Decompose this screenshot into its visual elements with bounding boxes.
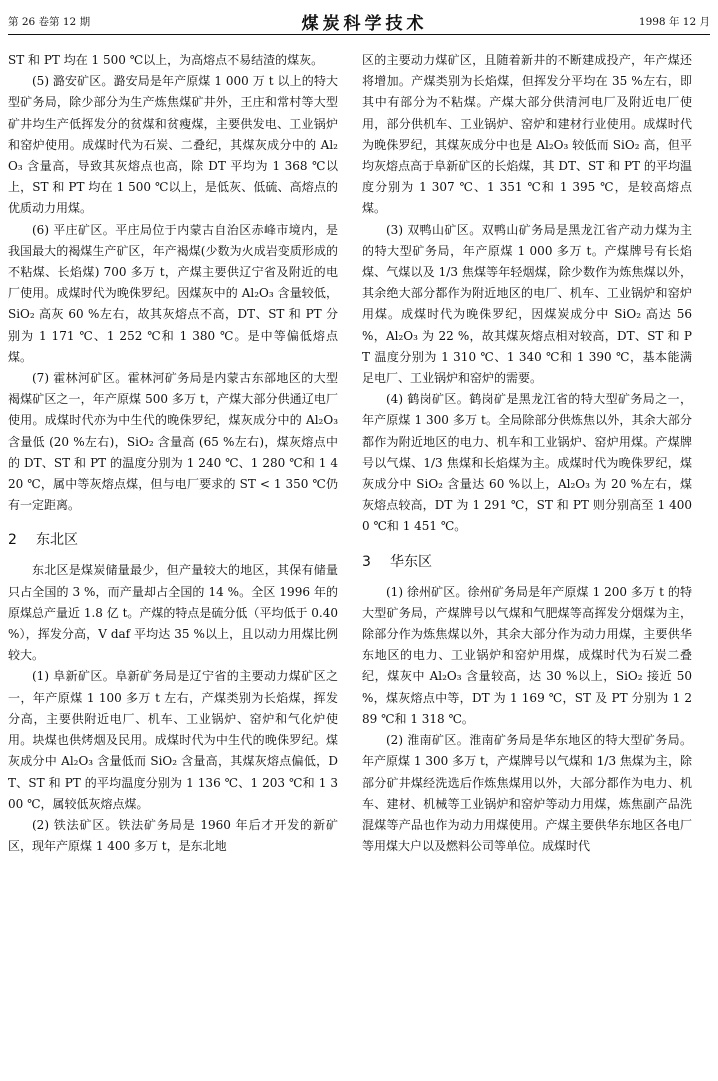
paragraph: (2) 铁法矿区。铁法矿务局是 1960 年后才开发的新矿区，现年产原煤 1 400 多万 t，是东北地 xyxy=(8,817,338,854)
section-title: 东北区 xyxy=(36,532,78,549)
header-date: 1998 年 12 月 xyxy=(638,15,710,28)
header-journal-title: 煤炭科学技术 xyxy=(301,13,428,34)
left-column xyxy=(8,50,338,857)
paragraph: 区的主要动力煤矿区，且随着新井的不断建成投产，年产煤还将增加。产煤类别为长焰煤，但挥发分平均在 35 %左右，即其中有部分为不粘煤。产煤大部分供清河电厂及附近电厂使用，部分供机车、工业锅炉、窑炉和建材行业使用。成煤时代为晚侏罗纪，其煤灰成分中也是 Al₂O₃ 较低而 SiO₂ 高，但平均灰熔点高于阜新矿区的长焰煤，其 DT、ST 和 PT 的平均温度分别为 1 307 ℃、1 351 ℃和 1 395 ℃，是较高熔点煤。 xyxy=(362,53,692,216)
paragraph: (5) 潞安矿区。潞安局是年产原煤 1 000 万 t 以上的特大型矿务局，除少部分为生产炼焦煤矿井外，王庄和常村等大型矿井均生产低挥发分的贫煤和贫瘦煤，主要供发电、工业锅炉和窑炉使用。成煤时代为石炭、二叠纪，其煤灰成分中的 Al₂O₃ 含量高，导致其灰熔点也高，除 DT 平均为 1 368 ℃以上，ST 和 PT 均在 1 500 ℃以上，是低灰、低硫、高熔点的优质动力用煤。 xyxy=(8,74,338,216)
section-heading-northeast xyxy=(8,530,338,550)
right-column xyxy=(362,50,692,857)
header-volume-issue: 第 26 卷第 12 期 xyxy=(8,15,91,28)
running-header xyxy=(8,8,710,35)
section-heading-east-china xyxy=(362,552,692,572)
section-number: 2 xyxy=(8,532,17,549)
paragraph: (1) 徐州矿区。徐州矿务局是年产原煤 1 200 多万 t 的特大型矿务局，产煤牌号以气煤和气肥煤等高挥发分烟煤为主，除部分作为炼焦煤以外，其余大部分作为动力用煤，主要供华东地区的电力、工业锅炉和窑炉用煤，成煤时代为石炭二叠纪，煤灰中 Al₂O₃ 含量较高，达 30 %以上，SiO₂ 接近 50 %，煤灰熔点中等，DT 为 1 169 ℃，ST 及 PT 分别为 1 289 ℃和 1 318 ℃。 xyxy=(362,584,692,726)
paragraph: ST 和 PT 均在 1 500 ℃以上，为高熔点不易结渣的煤灰。 xyxy=(8,53,324,67)
section-number: 3 xyxy=(362,553,371,570)
paragraph: 东北区是煤炭储量最少，但产量较大的地区，其保有储量只占全国的 3 %，而产量却占全国的 14 %。全区 1996 年的原煤总产量近 1.8 亿 t。产煤的特点是硫分低（平均低于 0.40 %），挥发分高，V daf 平均达 35 %以上，且以动力用煤比例较大。 xyxy=(8,563,338,663)
section-title: 华东区 xyxy=(390,553,432,570)
paragraph: (6) 平庄矿区。平庄局位于内蒙古自治区赤峰市境内，是我国最大的褐煤生产矿区，年产褐煤(少数为火成岩变质形成的不粘煤、长焰煤) 700 多万 t，产煤主要供辽宁省及附近的电厂使用。成煤时代为晚侏罗纪。因煤灰中的 Al₂O₃ 含量较低，SiO₂ 高灰 60 %左右，故其灰熔点不高，DT、ST 和 PT 分别为 1 171 ℃、1 252 ℃和 1 380 ℃。是中等偏低熔点煤。 xyxy=(8,222,338,364)
paragraph: (2) 淮南矿区。淮南矿务局是华东地区的特大型矿务局。年产原煤 1 300 多万 t，产煤牌号以气煤和 1/3 焦煤为主，除部分矿井煤经洗选后作炼焦煤用以外，大部分都作为电力、机车、建材、机械等工业锅炉和窑炉等动力用煤，炼焦副产品洗混煤等产品也作为动力用煤使用。产煤主要供华东地区各电厂等用煤大户以及燃料公司等单位。成煤时代 xyxy=(362,733,692,854)
paragraph: (1) 阜新矿区。阜新矿务局是辽宁省的主要动力煤矿区之一，年产原煤 1 100 多万 t 左右，产煤类别为长焰煤，挥发分高，主要供附近电厂、机车、工业锅炉、窑炉和气化炉使用。块煤也供烤烟及民用。成煤时代为中生代的晚侏罗纪。煤灰成分中 Al₂O₃ 含量低而 SiO₂ 含量高，其煤灰熔点偏低，DT、ST 和 PT 的平均温度分别为 1 136 ℃、1 203 ℃和 1 300 ℃，属较低灰熔点煤。 xyxy=(8,669,338,811)
paragraph: (7) 霍林河矿区。霍林河矿务局是内蒙古东部地区的大型褐煤矿区之一，年产原煤 500 多万 t，产煤大部分供通辽电厂使用。成煤时代亦为中生代的晚侏罗纪，煤灰成分中的 Al₂O₃ 含量低 (20 %左右)，SiO₂ 含量高 (65 %左右)，煤灰熔点中的 DT、ST 和 PT 的温度分别为 1 240 ℃、1 280 ℃和 1 420 ℃，属中等灰熔点煤，但与电厂要求的 ST < 1 350 ℃仍有一定距离。 xyxy=(8,371,338,513)
paragraph: (4) 鹤岗矿区。鹤岗矿是黑龙江省的特大型矿务局之一，年产原煤 1 300 多万 t。全局除部分供炼焦以外，其余大部分都作为附近地区的电力、机车和工业锅炉、窑炉用煤。产煤牌号以气煤、1/3 焦煤和长焰煤为主。成煤时代为晚侏罗纪，煤灰成分中 SiO₂ 含量达 60 %以上，Al₂O₃ 为 20 %左右，煤灰熔点较高，DT 为 1 291 ℃，ST 和 PT 则分别高至 1 4000 ℃和 1 451 ℃。 xyxy=(362,392,692,534)
paragraph: (3) 双鸭山矿区。双鸭山矿务局是黑龙江省产动力煤为主的特大型矿务局，年产原煤 1 000 多万 t。产煤牌号有长焰煤、气煤以及 1/3 焦煤等年轻烟煤，除少数作为炼焦煤以外，其余绝大部分都作为附近地区的电厂、机车、工业锅炉和窑炉用煤。成煤时代为晚侏罗纪，因煤炭成分中 SiO₂ 高达 56 %，Al₂O₃ 为 22 %，故其煤灰熔点相对较高，DT、ST 和 PT 温度分别为 1 310 ℃、1 340 ℃和 1 390 ℃，基本能满足电厂、工业锅炉和窑炉的需要。 xyxy=(362,222,692,386)
